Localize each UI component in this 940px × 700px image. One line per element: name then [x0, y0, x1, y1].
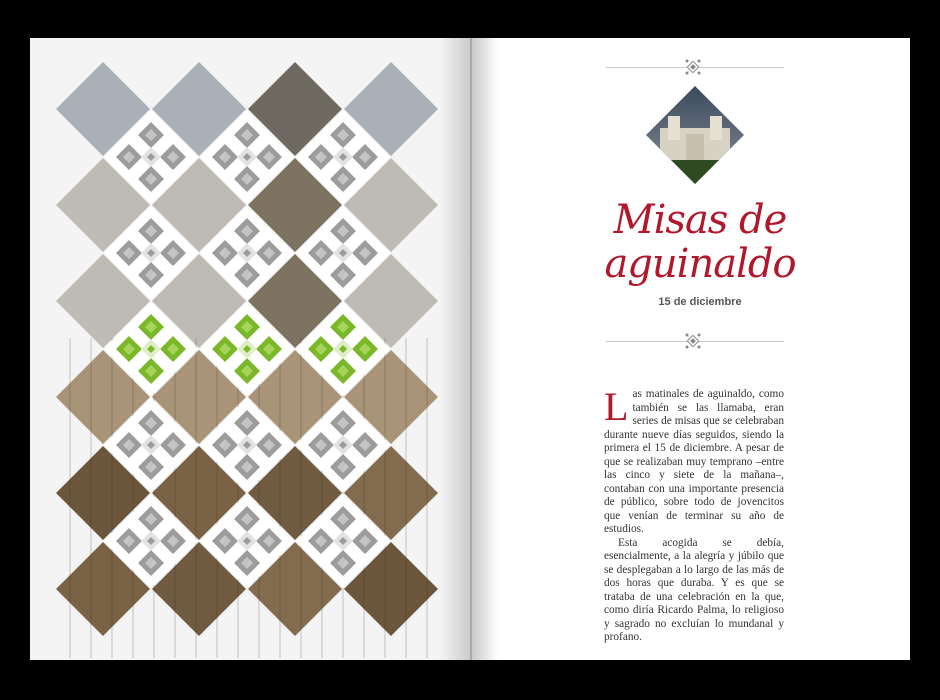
cathedral-photo-diamond	[646, 86, 744, 184]
paragraph-1-text: as matinales de aguinaldo, como también se las llamaba, eran series de misas que se celebraban durante nueve días seguidos, siendo la primera el 15 de diciembre. A pesar de que se realizaban muy temprano –entre las cinco y siete de la mañana–, contaban con una importante presencia de público, sobre todo de jovencitos que venían de terminar su año de estudios.	[604, 388, 784, 535]
ornament-icon	[684, 58, 702, 76]
paragraph-2: Esta acogida se debía, esencialmente, a la alegría y júbilo que se desplegaban a lo largo de las más de dos horas que duraba. Y es que se trataba de una celebración en la que, como diría Ricardo Palma, lo religioso y sagrado no excluían lo mundanal y profano.	[604, 536, 784, 643]
paragraph-1	[604, 384, 784, 537]
ornament-icon	[684, 332, 702, 350]
drop-cap: L	[604, 384, 629, 429]
body-text	[604, 384, 784, 645]
ornamental-pattern-tiles	[104, 110, 390, 588]
cathedral-mosaic-illustration	[30, 38, 470, 660]
title-line-1: Misas de	[613, 197, 787, 243]
title-line-2: aguinaldo	[604, 241, 796, 287]
date-subtitle: 15 de diciembre	[658, 296, 742, 308]
gutter-shadow-right	[470, 38, 498, 660]
